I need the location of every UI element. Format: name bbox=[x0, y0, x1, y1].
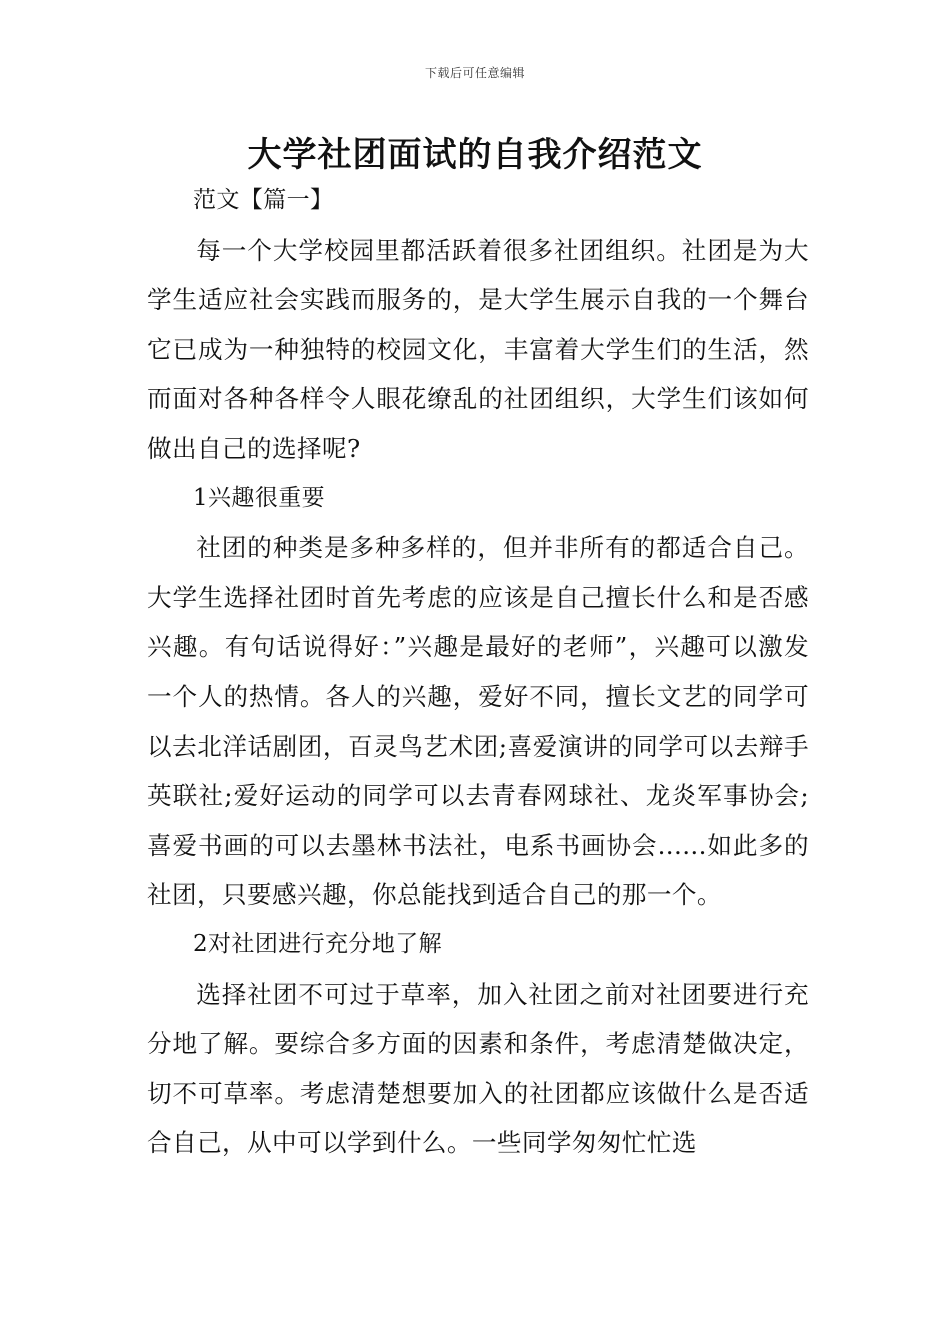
section-heading-understand: 2对社团进行充分地了解 bbox=[193, 930, 443, 957]
section-heading-interest: 1兴趣很重要 bbox=[193, 484, 326, 511]
header-note: 下载后可任意编辑 bbox=[424, 66, 525, 80]
paragraph-understand: 选择社团不可过于草率，加入社团之前对社团要进行充分地了解。要综合多方面的因素和条件，考虑清楚做决定，切不可草率。考虑清楚想要加入的社团都应该做什么是否适合自己，从中可以学到什么。一些同学匆匆忙忙选 bbox=[147, 979, 809, 1158]
section-label: 范文【篇一】 bbox=[193, 187, 334, 213]
document-title: 大学社团面试的自我介绍范文 bbox=[247, 135, 703, 175]
paragraph-intro: 每一个大学校园里都活跃着很多社团组织。社团是为大学生适应社会实践而服务的，是大学生展示自我的一个舞台它已成为一种独特的校园文化，丰富着大学生们的生活，然而面对各种各样令人眼花缭乱的社团组织，大学生们该如何做出自己的选择呢? bbox=[147, 235, 809, 463]
paragraph-interest: 社团的种类是多种多样的，但并非所有的都适合自己。大学生选择社团时首先考虑的应该是自己擅长什么和是否感兴趣。有句话说得好：”兴趣是最好的老师”，兴趣可以激发一个人的热情。各人的兴趣，爱好不同，擅长文艺的同学可以去北洋话剧团，百灵鸟艺术团;喜爱演讲的同学可以去辩手英联社;爱好运动的同学可以去青春网球社、龙炎军事协会;喜爱书画的可以去墨林书法社，电系书画协会......如此多的社团，只要感兴趣，你总能找到适合自己的那一个。 bbox=[147, 533, 809, 910]
document-body bbox=[147, 176, 809, 1168]
